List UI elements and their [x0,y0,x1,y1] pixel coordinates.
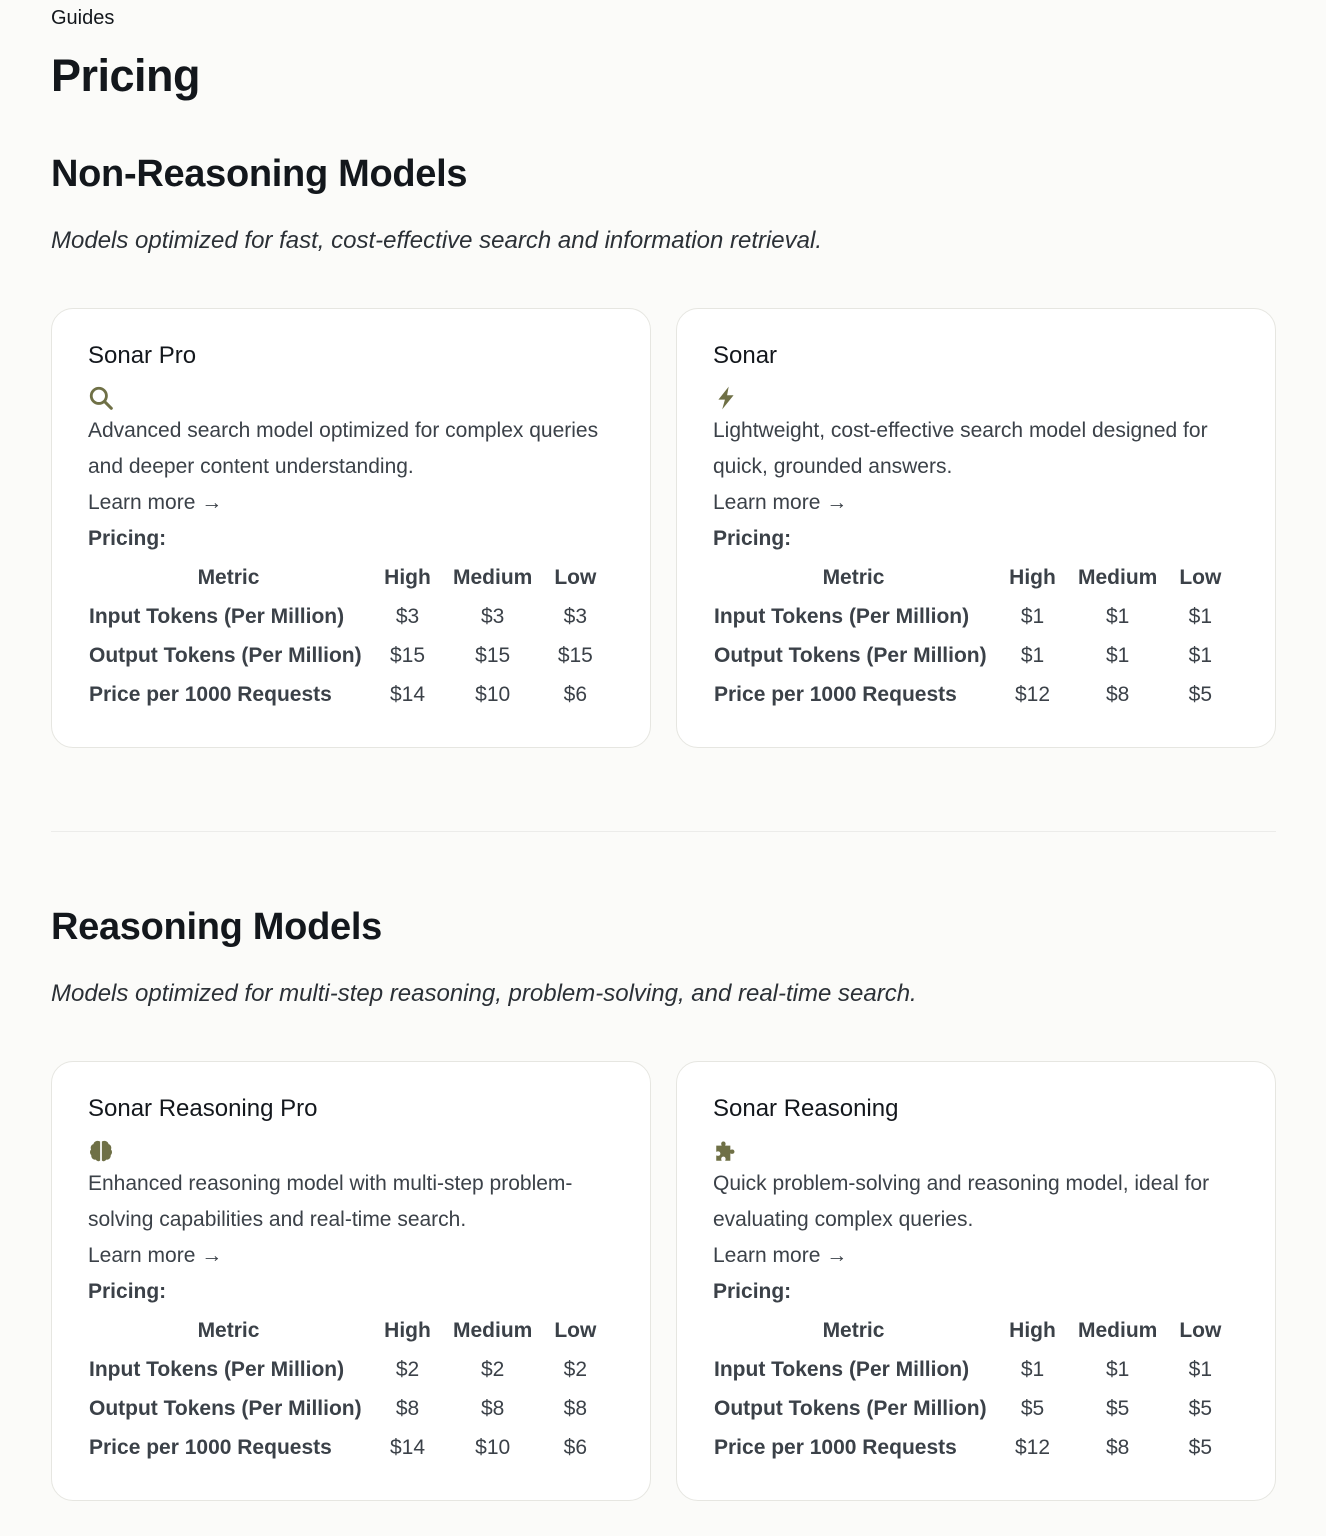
value-cell: $1 [1020,643,1045,667]
table-header-row [88,559,611,597]
learn-more-link[interactable]: Learn more → [88,491,223,514]
card-description: Advanced search model optimized for complex queries and deeper content understanding. [88,419,599,478]
value-cell: $12 [1014,682,1051,706]
metric-cell: Output Tokens (Per Million) [714,1396,987,1420]
pricing-label: Pricing: [713,527,792,550]
pricing-label: Pricing: [88,527,167,550]
value-cell: $2 [563,1357,588,1381]
metric-cell: Input Tokens (Per Million) [89,1357,345,1381]
value-cell: $2 [480,1357,505,1381]
value-cell: $14 [389,1435,426,1459]
section-description: Models optimized for multi-step reasoning, problem-solving, and real-time search. [51,980,917,1007]
column-header: Low [1179,1319,1222,1342]
value-cell: $15 [389,643,426,667]
table-header-row [88,1312,611,1350]
table-row [713,1389,1236,1428]
value-cell: $8 [480,1396,505,1420]
column-header: Medium [1078,1319,1158,1342]
table-row [88,1350,611,1389]
pricing-table [713,1312,1236,1467]
value-cell: $5 [1105,1396,1130,1420]
card-title: Sonar Reasoning [713,1095,899,1122]
value-cell: $8 [1105,682,1130,706]
table-row [713,597,1236,636]
section-description: Models optimized for fast, cost-effective search and information retrieval. [51,227,822,254]
card-description: Quick problem-solving and reasoning model, ideal for evaluating complex queries. [713,1172,1210,1231]
value-cell: $8 [563,1396,588,1420]
metric-cell: Input Tokens (Per Million) [714,604,970,628]
card-title: Sonar Pro [88,342,197,369]
metric-cell: Input Tokens (Per Million) [89,604,345,628]
metric-cell: Output Tokens (Per Million) [89,1396,362,1420]
lightning-icon [713,385,739,411]
metric-cell: Price per 1000 Requests [714,1435,957,1459]
model-cards [51,308,1276,748]
column-header: Medium [453,566,533,589]
value-cell: $3 [395,604,420,628]
value-cell: $8 [395,1396,420,1420]
learn-more-link[interactable]: Learn more → [88,1244,223,1267]
table-header-row [713,1312,1236,1350]
pricing-table [88,559,611,714]
card-sonar-reasoning-pro [51,1061,651,1501]
table-row [713,1428,1236,1467]
model-cards [51,1061,1276,1501]
card-sonar [676,308,1276,748]
section-title: Non-Reasoning Models [51,153,468,195]
card-title: Sonar Reasoning Pro [88,1095,318,1122]
metric-cell: Price per 1000 Requests [89,682,332,706]
table-row [713,1350,1236,1389]
value-cell: $6 [563,682,588,706]
table-row [88,675,611,714]
card-title: Sonar [713,342,778,369]
section-reasoning-models [51,903,1276,1459]
value-cell: $1 [1188,643,1213,667]
search-icon [88,385,114,411]
metric-cell: Price per 1000 Requests [89,1435,332,1459]
table-row [713,636,1236,675]
value-cell: $1 [1105,643,1130,667]
value-cell: $15 [557,643,593,667]
value-cell: $15 [475,643,511,667]
value-cell: $5 [1188,1435,1213,1459]
page-title: Pricing [51,50,201,101]
learn-more-link[interactable]: Learn more → [713,1244,848,1267]
metric-cell: Output Tokens (Per Million) [714,643,987,667]
value-cell: $5 [1020,1396,1045,1420]
table-row [88,1428,611,1467]
section-title: Reasoning Models [51,906,382,948]
table-row [88,636,611,675]
value-cell: $3 [480,604,505,628]
value-cell: $1 [1020,1357,1045,1381]
metric-cell: Input Tokens (Per Million) [714,1357,970,1381]
table-row [713,675,1236,714]
column-header: Low [554,1319,597,1342]
brain-icon [88,1138,114,1164]
section-non-reasoning-models [51,150,1276,706]
pricing-table [713,559,1236,714]
column-header: Metric [822,1319,885,1342]
value-cell: $5 [1188,682,1213,706]
value-cell: $10 [475,1435,511,1459]
column-header: High [1009,1319,1056,1342]
value-cell: $3 [563,604,588,628]
table-row [88,597,611,636]
pricing-label: Pricing: [713,1280,792,1303]
puzzle-icon [713,1138,739,1164]
value-cell: $8 [1105,1435,1130,1459]
value-cell: $12 [1014,1435,1051,1459]
column-header: Low [1179,566,1222,589]
pricing-table [88,1312,611,1467]
value-cell: $1 [1020,604,1045,628]
column-header: Metric [197,1319,260,1342]
value-cell: $14 [389,682,426,706]
value-cell: $6 [563,1435,588,1459]
card-description: Enhanced reasoning model with multi-step problem-solving capabilities and real-time search. [88,1172,573,1231]
metric-cell: Output Tokens (Per Million) [89,643,362,667]
column-header: Metric [197,566,260,589]
section-divider [51,831,1276,832]
card-description: Lightweight, cost-effective search model designed for quick, grounded answers. [713,419,1208,478]
value-cell: $1 [1188,1357,1213,1381]
value-cell: $1 [1188,604,1213,628]
column-header: Medium [1078,566,1158,589]
value-cell: $5 [1188,1396,1213,1420]
value-cell: $10 [475,682,511,706]
card-sonar-pro [51,308,651,748]
metric-cell: Price per 1000 Requests [714,682,957,706]
value-cell: $1 [1105,1357,1130,1381]
column-header: High [384,1319,431,1342]
column-header: High [1009,566,1056,589]
breadcrumb-guides[interactable]: Guides [51,7,115,29]
table-row [88,1389,611,1428]
pricing-label: Pricing: [88,1280,167,1303]
column-header: High [384,566,431,589]
learn-more-link[interactable]: Learn more → [713,491,848,514]
card-sonar-reasoning [676,1061,1276,1501]
column-header: Metric [822,566,885,589]
value-cell: $2 [395,1357,420,1381]
value-cell: $1 [1105,604,1130,628]
column-header: Low [554,566,597,589]
table-header-row [713,559,1236,597]
column-header: Medium [453,1319,533,1342]
